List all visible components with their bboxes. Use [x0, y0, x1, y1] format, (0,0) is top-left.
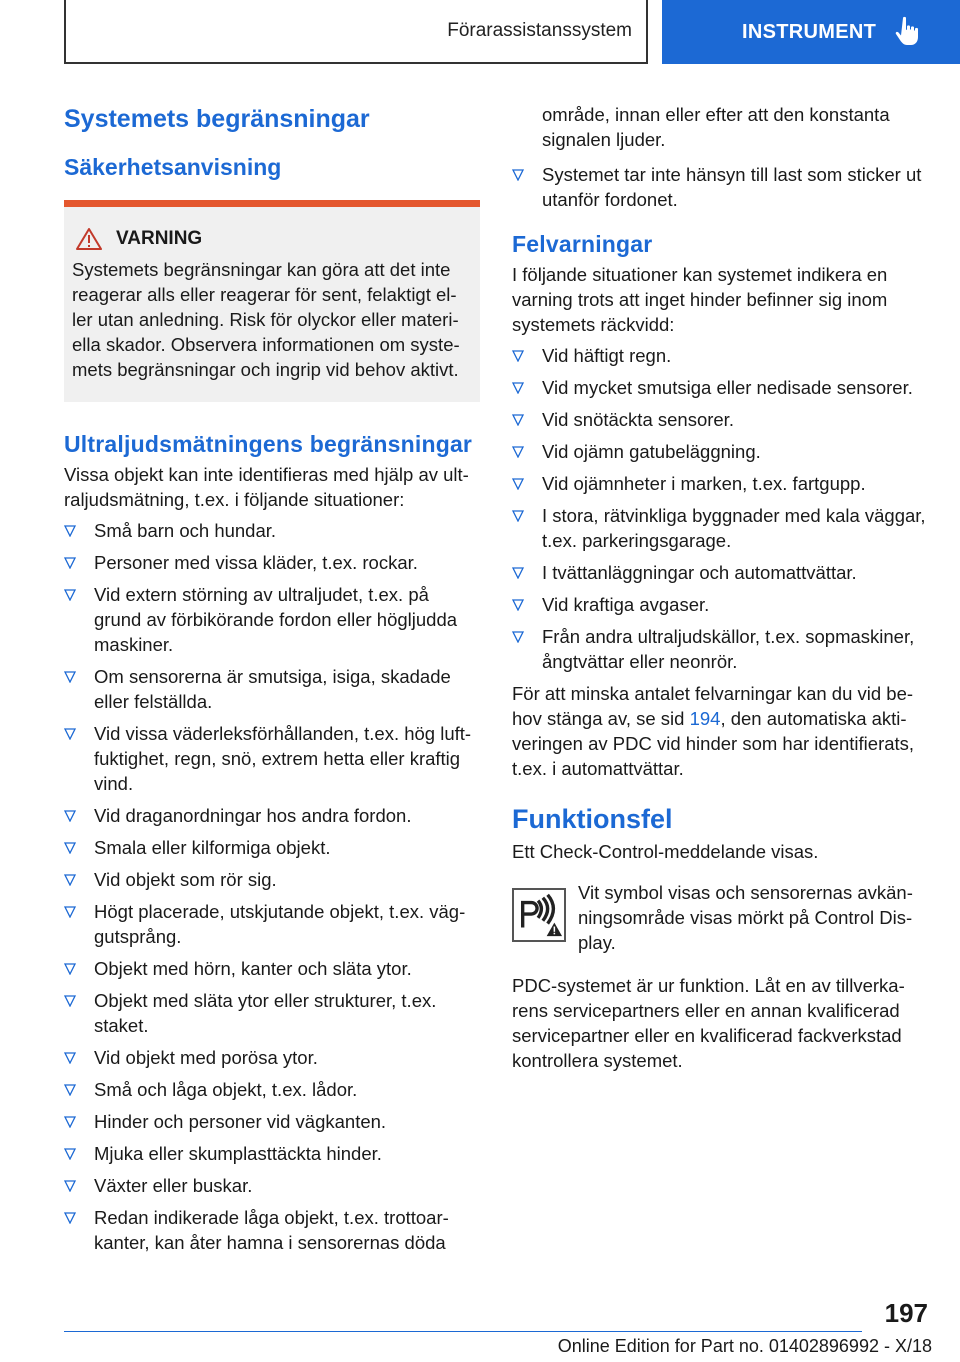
list-item: Högt placerade, utskjutande objekt, t.ex. väggutsprång.	[64, 899, 480, 949]
triangle-bullet-icon	[64, 810, 76, 822]
malfunction-heading: Funktionsfel	[512, 804, 673, 834]
list-item: Vid vissa väderleksförhållanden, t.ex. hög luftfuktighet, regn, snö, extrem hetta eller kraftig vind.	[64, 721, 480, 796]
list-item: Vid extern störning av ultraljudet, t.ex. på grund av förbikörande fordon eller högljudda maskiner.	[64, 582, 480, 657]
list-item: Vid ojämnheter i marken, t.ex. fartgupp.	[512, 471, 928, 496]
continued-list-text: område, innan eller efter att den konstanta signalen ljuder.	[542, 104, 890, 150]
page-number: 197	[884, 1298, 928, 1328]
page-reference-link[interactable]: 194	[689, 708, 721, 729]
list-item: Om sensorerna är smutsiga, isiga, skadade eller felställda.	[64, 664, 480, 714]
triangle-bullet-icon	[512, 382, 524, 394]
list-item: Små barn och hundar.	[64, 518, 480, 543]
header-chapter-label: INSTRUMENT	[742, 20, 877, 43]
list-item: Objekt med släta ytor eller strukturer, t.ex. staket.	[64, 988, 480, 1038]
list-item: Vid ojämn gatubeläggning.	[512, 439, 928, 464]
reduce-warnings-text: För att minska antalet felvarningar kan du vid behov stänga av, se sid 194, den automatiska aktiveringen av PDC vid hinder som har identifierats, t.ex. i automattvättar.	[512, 683, 915, 779]
triangle-bullet-icon	[64, 671, 76, 683]
warning-box	[64, 200, 480, 402]
footer-divider	[64, 1331, 862, 1332]
list-item: Vid objekt med porösa ytor.	[64, 1045, 480, 1070]
false-warnings-heading: Felvarningar	[512, 231, 653, 257]
triangle-bullet-icon	[64, 589, 76, 601]
triangle-bullet-icon	[512, 599, 524, 611]
pdc-fault-icon	[512, 888, 566, 942]
safety-heading: Säkerhetsanvisning	[64, 154, 282, 180]
list-item: Vid kraftiga avgaser.	[512, 592, 928, 617]
malfunction-text: PDC-systemet är ur funktion. Låt en av tillverkarens servicepartners eller en annan kvalificerad servicepartner eller en kvalificerad fackverkstad kontrollera systemet.	[512, 975, 905, 1071]
symbol-row	[512, 880, 928, 955]
triangle-bullet-icon	[64, 842, 76, 854]
footer-edition: Online Edition for Part no. 01402896992 - X/18	[557, 1336, 932, 1356]
list-item: Mjuka eller skumplasttäckta hinder.	[64, 1141, 480, 1166]
left-column	[64, 100, 480, 1262]
triangle-bullet-icon	[512, 567, 524, 579]
list-item: Vid häftigt regn.	[512, 343, 928, 368]
list-item: Vid mycket smutsiga eller nedisade sensorer.	[512, 375, 928, 400]
symbol-description: Vit symbol visas och sensorernas avkänningsområde visas mörkt på Control Display.	[578, 882, 913, 953]
ultrasound-intro: Vissa objekt kan inte identifieras med hjälp av ultraljudsmätning, t.ex. i följande situationer:	[64, 464, 469, 510]
triangle-bullet-icon	[64, 1116, 76, 1128]
triangle-bullet-icon	[64, 1084, 76, 1096]
triangle-bullet-icon	[64, 1180, 76, 1192]
triangle-bullet-icon	[64, 557, 76, 569]
triangle-bullet-icon	[512, 510, 524, 522]
triangle-bullet-icon	[64, 1212, 76, 1224]
malfunction-intro: Ett Check-Control-meddelande visas.	[512, 841, 819, 862]
list-item: Objekt med hörn, kanter och släta ytor.	[64, 956, 480, 981]
header-section-tab[interactable]	[64, 0, 648, 64]
list-item: I stora, rätvinkliga byggnader med kala väggar, t.ex. parkeringsgarage.	[512, 503, 928, 553]
triangle-bullet-icon	[512, 446, 524, 458]
warning-triangle-icon	[76, 227, 102, 251]
list-item: Hinder och personer vid vägkanten.	[64, 1109, 480, 1134]
false-warnings-intro: I följande situationer kan systemet indikera en varning trots att inget hinder befinner sig inom systemets räckvidd:	[512, 264, 888, 335]
triangle-bullet-icon	[64, 1052, 76, 1064]
list-item: Redan indikerade låga objekt, t.ex. trottoarkanter, kan åter hamna i sensorernas döda	[64, 1205, 480, 1255]
list-item: Små och låga objekt, t.ex. lådor.	[64, 1077, 480, 1102]
triangle-bullet-icon	[64, 728, 76, 740]
list-item: Växter eller buskar.	[64, 1173, 480, 1198]
header-chapter-tab[interactable]	[662, 0, 960, 64]
triangle-bullet-icon	[64, 1148, 76, 1160]
triangle-bullet-icon	[64, 874, 76, 886]
continued-list	[512, 162, 928, 212]
warning-text: Systemets begränsningar kan göra att det inte reagerar alls eller reagerar för sent, felaktigt eller utan anledning. Risk för olyckor eller materiella skador. Observera informationen om systemets begränsningar och ingrip vid behov aktivt.	[72, 259, 460, 380]
page-title: Systemets begränsningar	[64, 105, 370, 133]
triangle-bullet-icon	[512, 169, 524, 181]
list-item: Vid objekt som rör sig.	[64, 867, 480, 892]
warning-label: VARNING	[116, 228, 203, 249]
triangle-bullet-icon	[512, 631, 524, 643]
list-item: I tvättanläggningar och automattvättar.	[512, 560, 928, 585]
list-item: Från andra ultraljudskällor, t.ex. sopmaskiner, ångtvättar eller neonrör.	[512, 624, 928, 674]
triangle-bullet-icon	[64, 995, 76, 1007]
triangle-bullet-icon	[64, 525, 76, 537]
pointing-hand-icon	[894, 16, 922, 48]
list-item: Systemet tar inte hänsyn till last som sticker ut utanför fordonet.	[512, 162, 928, 212]
triangle-bullet-icon	[64, 906, 76, 918]
triangle-bullet-icon	[512, 414, 524, 426]
list-item: Personer med vissa kläder, t.ex. rockar.	[64, 550, 480, 575]
ultrasound-heading: Ultraljudsmätningens begränsningar	[64, 431, 473, 457]
ultrasound-list	[64, 518, 480, 1255]
list-item: Smala eller kilformiga objekt.	[64, 835, 480, 860]
header-section-label: Förarassistanssystem	[447, 20, 632, 41]
triangle-bullet-icon	[512, 478, 524, 490]
list-item: Vid draganordningar hos andra fordon.	[64, 803, 480, 828]
false-warnings-list	[512, 343, 928, 674]
triangle-bullet-icon	[512, 350, 524, 362]
list-item: Vid snötäckta sensorer.	[512, 407, 928, 432]
triangle-bullet-icon	[64, 963, 76, 975]
right-column	[512, 102, 928, 1073]
